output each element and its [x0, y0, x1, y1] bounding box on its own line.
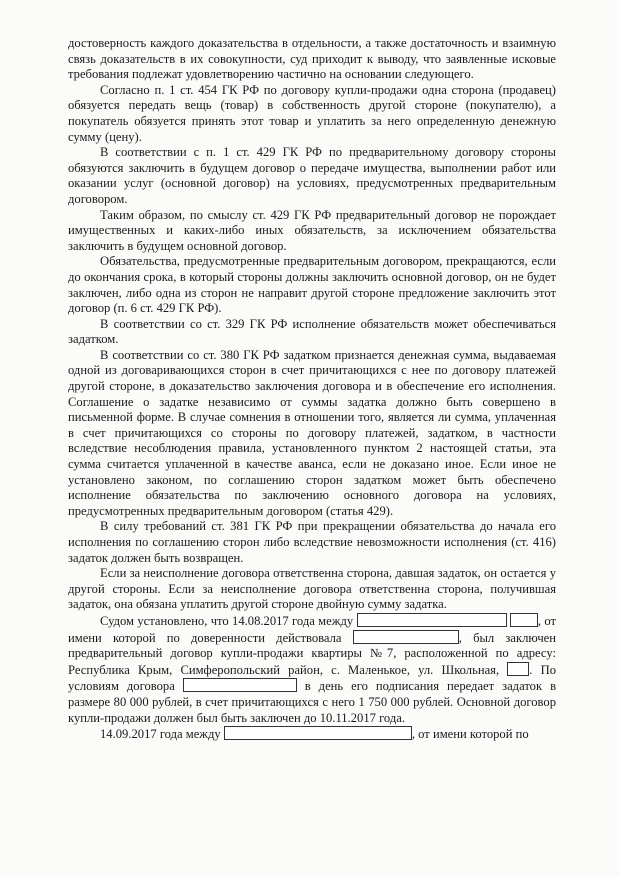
- paragraph-last: [68, 726, 556, 743]
- paragraph-art-380: В соответствии со ст. 380 ГК РФ задатком признается денежная сумма, выдаваемая одной из договаривающихся сторон в счет причитающихся с нее по договору платежей другой стороне, в доказательство заключения договора и в обеспечение его исполнения. Соглашение о задатке независимо от суммы задатка должно быть совершено в письменной форме. В случае сомнения в отношении того, является ли сумма, уплаченная в счет причитающихся со стороны по договору платежей, задатком, в частности вследствие несоблюдения правила, установленного пунктом 2 настоящей статьи, эта сумма считается уплаченной в качестве аванса, если не доказано иное. Если иное не установлено законом, по соглашению сторон задатком может быть обеспечено исполнение обязательства по заключению основного договора на условиях, предусмотренных предварительным договором (статья 429).: [68, 347, 556, 518]
- last-text-1: 14.09.2017 года между: [100, 727, 221, 742]
- paragraph-art-429-6: Обязательства, предусмотренные предварительным договором, прекращаются, если до окончания срока, в который стороны должны заключить основной договор, он не будет заключен, либо одна из сторон не направит другой стороне предложение заключить этот договор (п. 6 ст. 429 ГК РФ).: [68, 254, 556, 316]
- last-text-2: , от имени которой по: [411, 727, 529, 742]
- paragraph-art-429-1: В соответствии с п. 1 ст. 429 ГК РФ по предварительному договору стороны обязуются заключить в будущем договор о передаче имущества, выполнении работ или оказании услуг (основной договор) на условиях, предусмотренных предварительным договором.: [68, 145, 556, 206]
- redacted-block: [510, 613, 538, 627]
- court-text-3: , был заключен предварительный договор купли-продажи квартиры №7, расположенной по адресу: Республика Крым, Симферопольский район, с. Маленькое, ул. Школьная,: [68, 630, 556, 677]
- paragraph-art-429-meaning: Таким образом, по смыслу ст. 429 ГК РФ предварительный договор не порождает имущественных и каких-либо иных обязательств, за исключением обязательства заключить в будущем основной договор.: [68, 207, 556, 253]
- redacted-block: [357, 613, 507, 627]
- paragraph-art-329: В соответствии со ст. 329 ГК РФ исполнение обязательств может обеспечиваться задатком.: [68, 316, 556, 347]
- court-text-1: Судом установлено, что 14.08.2017 года между: [100, 613, 354, 628]
- paragraph-court-findings: [68, 613, 556, 726]
- redacted-block: [353, 630, 459, 644]
- paragraph-art-381: В силу требований ст. 381 ГК РФ при прекращении обязательства до начала его исполнения по соглашению сторон либо вследствие невозможности исполнения (ст. 416) задаток должен быть возвращен.: [68, 519, 556, 565]
- paragraph-intro: достоверность каждого доказательства в отдельности, а также достаточность и взаимную связь доказательств в их совокупности, суд приходит к выводу, что заявленные исковые требования подлежат удовлетворению частично на основании следующего.: [68, 36, 556, 82]
- court-text-4: . По условиям договора: [68, 662, 556, 694]
- redacted-block: [183, 678, 297, 692]
- redacted-block: [507, 662, 529, 676]
- paragraph-deposit-liability: Если за неисполнение договора ответственна сторона, давшая задаток, он остается у другой стороны. Если за неисполнение договора ответственна сторона, получившая задаток, она обязана уплатить другой стороне двойную сумму задатка.: [68, 566, 556, 612]
- paragraph-art-454: Согласно п. 1 ст. 454 ГК РФ по договору купли-продажи одна сторона (продавец) обязуется передать вещь (товар) в собственность другой стороне (покупателю), а покупатель обязуется принять этот товар и уплатить за него определенную денежную сумму (цену).: [68, 82, 556, 144]
- court-text-2: , от имени которой по доверенности действовала: [68, 613, 557, 645]
- court-text-5: в день его подписания передает задаток в размере 80 000 рублей, в счет причитающихся с него 1 750 000 рублей. Основной договор купли-продажи должен был быть заключен до 10.11.2017 года.: [68, 679, 557, 725]
- redacted-block: [224, 726, 412, 740]
